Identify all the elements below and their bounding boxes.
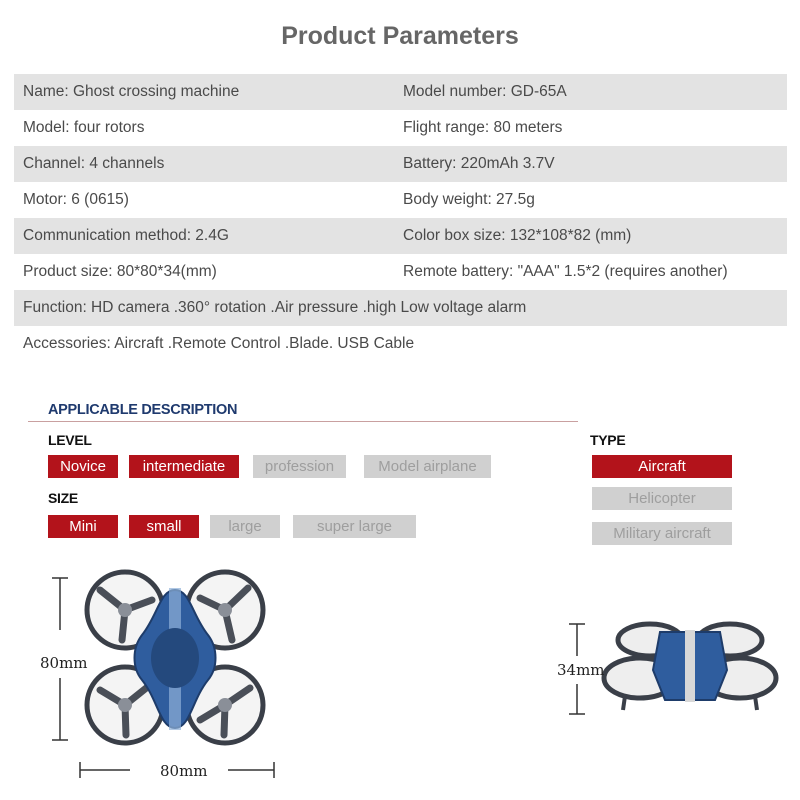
applicable-heading: APPLICABLE DESCRIPTION [48,402,238,418]
side-height-label: 34mm [557,661,605,679]
param-flight-range: Flight range: 80 meters [403,119,563,136]
param-channel: Channel: 4 channels [23,155,165,172]
param-accessories: Accessories: Aircraft .Remote Control .Blade. USB Cable [23,335,415,352]
size-label: SIZE [48,490,78,506]
type-tag-aircraft: Aircraft [592,455,732,478]
param-row [14,146,787,182]
level-tag-model-airplane: Model airplane [364,455,491,478]
drone-top-view-image [40,560,290,790]
type-tag-helicopter: Helicopter [592,487,732,510]
param-row [14,290,787,326]
param-row [14,218,787,254]
size-tag-small: small [129,515,199,538]
param-row [14,326,787,362]
top-width-label: 80mm [160,762,208,780]
level-tag-intermediate: intermediate [129,455,239,478]
heading-divider [28,421,578,422]
param-name: Name: Ghost crossing machine [23,83,240,100]
level-label: LEVEL [48,432,92,448]
param-row [14,254,787,290]
level-tag-profession: profession [253,455,346,478]
parameters-table [14,74,787,362]
param-color-box-size: Color box size: 132*108*82 (mm) [403,227,632,244]
level-tag-novice: Novice [48,455,118,478]
param-model: Model: four rotors [23,119,145,136]
param-function: Function: HD camera .360° rotation .Air pressure .high Low voltage alarm [23,299,527,316]
size-tag-super-large: super large [293,515,416,538]
param-communication: Communication method: 2.4G [23,227,229,244]
size-tag-mini: Mini [48,515,118,538]
param-row [14,182,787,218]
param-row [14,74,787,110]
top-height-label: 80mm [40,654,88,672]
param-product-size: Product size: 80*80*34(mm) [23,263,217,280]
param-motor: Motor: 6 (0615) [23,191,129,208]
param-battery: Battery: 220mAh 3.7V [403,155,555,172]
param-row [14,110,787,146]
page-title: Product Parameters [281,22,519,50]
type-label: TYPE [590,432,626,448]
param-remote-battery: Remote battery: "AAA" 1.5*2 (requires another) [403,263,728,280]
type-tag-military-aircraft: Military aircraft [592,522,732,545]
param-body-weight: Body weight: 27.5g [403,191,535,208]
size-tag-large: large [210,515,280,538]
param-model-number: Model number: GD-65A [403,83,567,100]
